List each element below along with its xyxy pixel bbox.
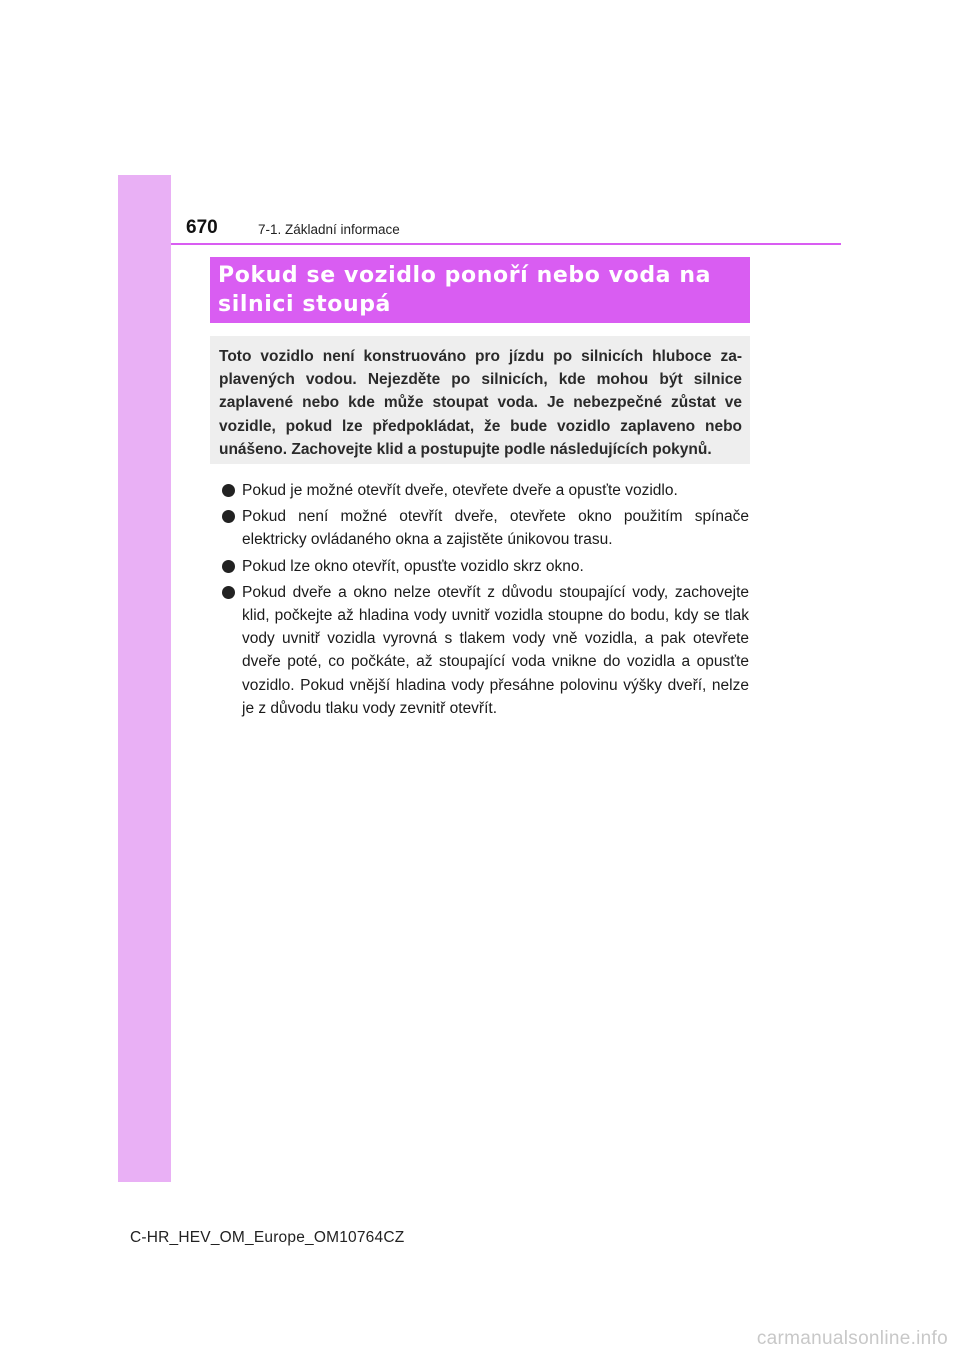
section-title: [218, 261, 750, 319]
page-number: 670: [186, 217, 218, 238]
bullet-icon: [222, 510, 235, 523]
list-item: [215, 581, 749, 720]
list-item-text: Pokud dveře a okno nelze otevřít z důvodu stoupající vody, zachovejte klid, počkejte až hladina vody uvnitř vozidla stoupne do bodu, kdy se tlak vody uvnitř vozidla vyrovná s tlakem vody vně vozidla, a pak otevřete dveře poté, co počkáte, až stoupající voda vnikne do vozidla a opusťte vozidlo. Pokud vnější hladina vody přesáhne polovinu výšky dveří, nelze je z důvodu tlaku vody zevnitř otevřít.: [242, 583, 749, 717]
list-item: [215, 555, 749, 578]
list-item-text: Pokud lze okno otevřít, opusťte vozidlo skrz okno.: [242, 557, 584, 575]
watermark: carmanualsonline.info: [756, 1328, 948, 1349]
section-title-line-2: silnici stoupá: [218, 292, 392, 317]
intro-box: [210, 336, 750, 464]
instruction-list: [215, 479, 749, 723]
list-item: [215, 479, 749, 502]
document-code: C-HR_HEV_OM_Europe_OM10764CZ: [130, 1229, 405, 1246]
chapter-label: 7-1. Základní informace: [258, 222, 400, 237]
header-divider: [171, 243, 841, 245]
bullet-icon: [222, 586, 235, 599]
section-title-banner: [210, 257, 750, 323]
bullet-icon: [222, 560, 235, 573]
intro-text: Toto vozidlo není konstruováno pro jízdu po silnicích hluboce za-plavených vodou. Nejezděte po silnicích, kde mohou být silnice zaplavené nebo kde může stoupat voda. Je nebezpečné zůstat ve vozidle, pokud lze předpokládat, že bude vozidlo zaplaveno nebo unášeno. Zachovejte klid a postupujte podle následujících pokynů.: [219, 348, 742, 458]
section-title-line-1: Pokud se vozidlo ponoří nebo voda na: [218, 263, 712, 288]
list-item: [215, 505, 749, 551]
list-item-text: Pokud není možné otevřít dveře, otevřete okno použitím spínače elektricky ovládaného okna a zajistěte únikovou trasu.: [242, 508, 749, 549]
bullet-icon: [222, 484, 235, 497]
list-item-text: Pokud je možné otevřít dveře, otevřete dveře a opusťte vozidlo.: [242, 482, 678, 499]
chapter-side-strip: [118, 175, 171, 1182]
